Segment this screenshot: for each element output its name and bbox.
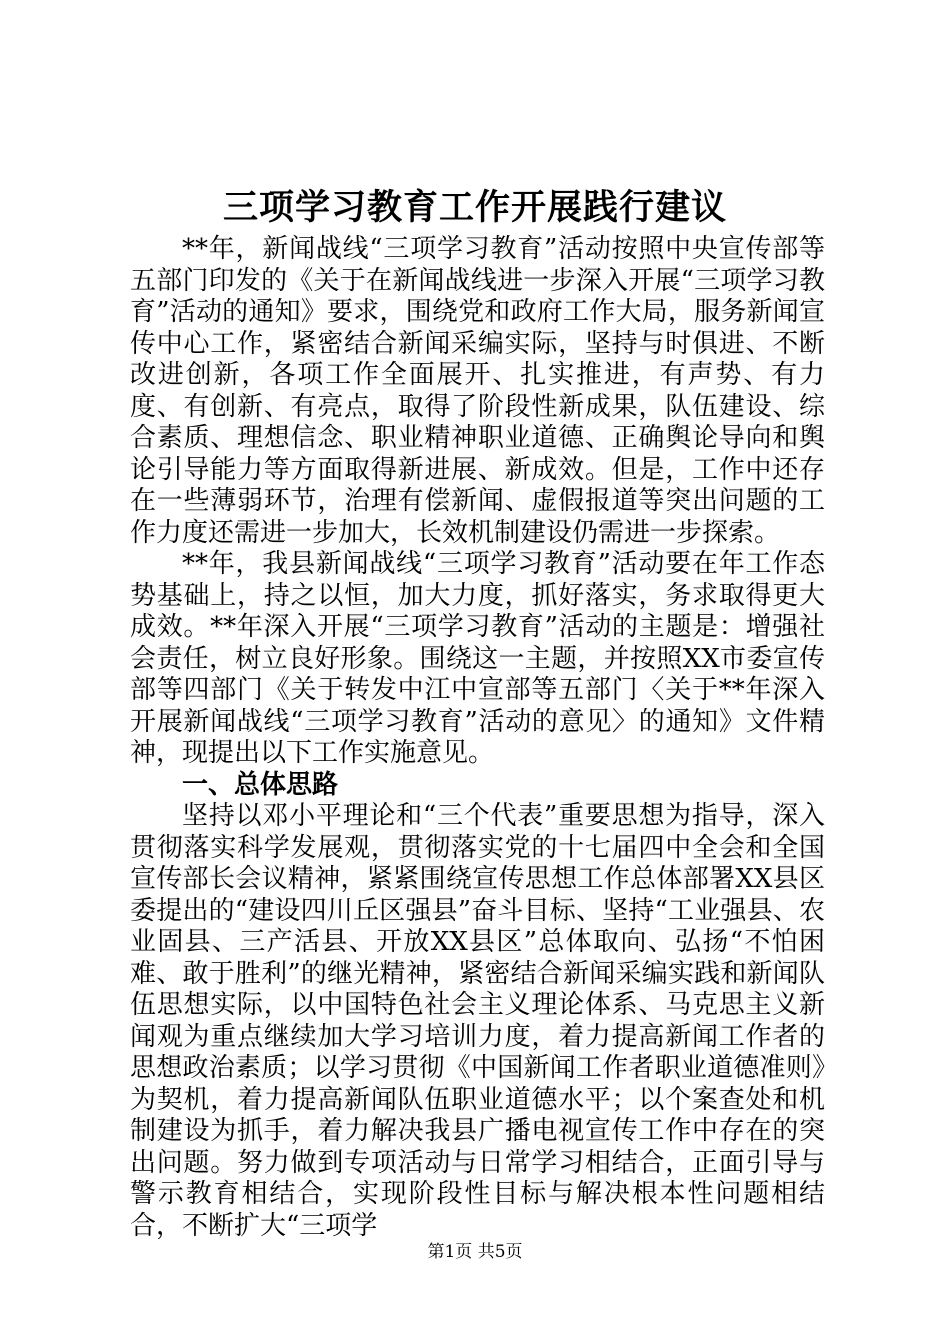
paragraph-overall-approach: 坚持以邓小平理论和“三个代表”重要思想为指导，深入贯彻落实科学发展观，贯彻落实党的十七届四中全会和全国宣传部长会议精神，紧紧围绕宣传思想工作总体部署XX县区委提出的“建设四川丘区强县”奋斗目标、坚持“工业强县、农业固县、三产活县、开放XX县区”总体取向、弘扬“不怕困难、敢于胜利”的继光精神，紧密结合新闻采编实践和新闻队伍思想实际，以中国特色社会主义理论体系、马克思主义新闻观为重点继续加大学习培训力度，着力提高新闻工作者的思想政治素质；以学习贯彻《中国新闻工作者职业道德准则》为契机，着力提高新闻队伍职业道德水平；以个案查处和机制建设为抓手，着力解决我县广播电视宣传工作中存在的突出问题。努力做到专项活动与日常学习相结合，正面引导与警示教育相结合，实现阶段性目标与解决根本性问题相结合，不断扩大“三项学 [130,801,825,1241]
paragraph-intro: **年，新闻战线“三项学习教育”活动按照中央宣传部等五部门印发的《关于在新闻战线进一步深入开展“三项学习教育”活动的通知》要求，围绕党和政府工作大局，服务新闻宣传中心工作，紧密结合新闻采编实际，坚持与时俱进、不断改进创新，各项工作全面展开、扎实推进，有声势、有力度、有创新、有亮点，取得了阶段性新成果，队伍建设、综合素质、理想信念、职业精神职业道德、正确舆论导向和舆论引导能力等方面取得新进展、新成效。但是，工作中还存在一些薄弱环节，治理有偿新闻、虚假报道等突出问题的工作力度还需进一步加大，长效机制建设仍需进一步探索。 [130,234,825,548]
section-heading-overall-approach: 一、总体思路 [182,769,339,800]
document-title: 三项学习教育工作开展践行建议 [222,187,727,228]
paragraph-plan: **年，我县新闻战线“三项学习教育”活动要在年工作态势基础上，持之以恒，加大力度，抓好落实，务求取得更大成效。**年深入开展“三项学习教育”活动的主题是：增强社会责任，树立良好形象。围绕这一主题，并按照XX市委宣传部等四部门《关于转发中江中宣部等五部门〈关于**年深入开展新闻战线“三项学习教育”活动的意见〉的通知》文件精神，现提出以下工作实施意见。 [130,549,825,768]
page-number-footer: 第1页 共5页 [427,1242,523,1262]
document-body [130,234,825,1242]
